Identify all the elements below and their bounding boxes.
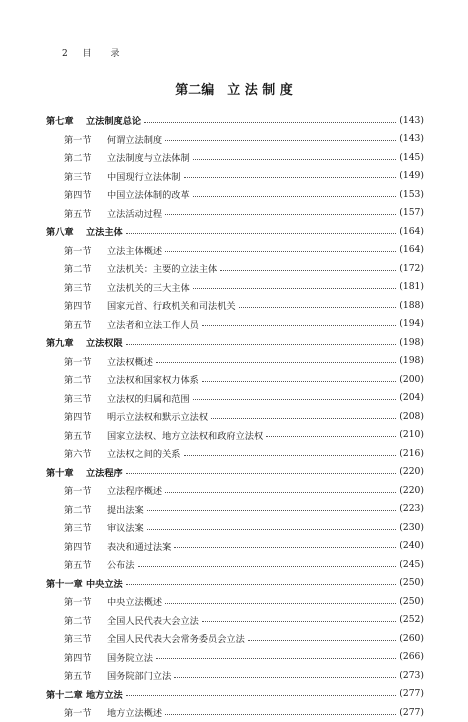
section-title: 审议法案: [107, 523, 144, 535]
dot-leader: [266, 436, 396, 437]
section-number: 第五节: [64, 430, 92, 442]
section-number: 第五节: [64, 671, 92, 683]
dot-leader: [147, 510, 397, 511]
dot-leader: [193, 159, 397, 160]
page-number: (220): [399, 484, 424, 496]
section-title: 国务院部门立法: [107, 671, 172, 683]
toc-section-row: [46, 296, 424, 315]
section-number: 第五节: [64, 319, 92, 331]
toc-section-row: [46, 185, 424, 204]
section-number: 第五节: [64, 560, 92, 572]
section-title: 立法者和立法工作人员: [107, 319, 199, 331]
page-number: (181): [399, 281, 424, 293]
section-number: 第四节: [64, 412, 92, 424]
running-header: [62, 46, 121, 59]
dot-leader: [156, 658, 396, 659]
section-title: 中央立法概述: [107, 597, 163, 609]
page-number: (164): [399, 244, 424, 256]
toc-section-row: [46, 703, 424, 722]
section-title: 提出法案: [107, 504, 144, 516]
toc-chapter-row: [46, 685, 424, 704]
chapter-title: 地方立法: [86, 689, 123, 701]
table-of-contents: [46, 111, 424, 722]
chapter-title: 立法制度总论: [86, 116, 142, 128]
section-title: 立法活动过程: [107, 208, 163, 220]
section-title: 中国立法体制的改革: [107, 190, 190, 202]
page-number: (172): [399, 262, 424, 274]
page-number: (220): [399, 466, 424, 478]
toc-section-row: [46, 481, 424, 500]
section-number: 第二节: [64, 615, 92, 627]
section-title: 国务院立法: [107, 652, 153, 664]
section-number: 第一节: [64, 245, 92, 257]
section-number: 第一节: [64, 708, 92, 720]
dot-leader: [193, 196, 397, 197]
section-title: 立法程序概述: [107, 486, 163, 498]
dot-leader: [126, 695, 397, 696]
toc-section-row: [46, 370, 424, 389]
page-number: (240): [399, 540, 424, 552]
toc-chapter-row: [46, 463, 424, 482]
toc-chapter-row: [46, 111, 424, 130]
section-number: 第三节: [64, 171, 92, 183]
chapter-number: 第九章: [46, 338, 74, 350]
dot-leader: [147, 529, 397, 530]
dot-leader: [165, 492, 396, 493]
toc-section-row: [46, 204, 424, 223]
toc-section-row: [46, 592, 424, 611]
toc-section-row: [46, 500, 424, 519]
dot-leader: [202, 381, 396, 382]
page-number: (252): [399, 614, 424, 626]
header-page-number: 2: [62, 49, 69, 59]
dot-leader: [126, 233, 397, 234]
section-number: 第五节: [64, 208, 92, 220]
page-number: (143): [399, 133, 424, 145]
page-number: (143): [399, 114, 424, 126]
chapter-title: 中央立法: [86, 578, 123, 590]
toc-chapter-row: [46, 333, 424, 352]
section-number: 第二节: [64, 153, 92, 165]
section-number: 第三节: [64, 523, 92, 535]
page-number: (145): [399, 151, 424, 163]
header-title-char-2: 录: [110, 49, 121, 59]
dot-leader: [165, 714, 396, 715]
section-number: 第四节: [64, 190, 92, 202]
dot-leader: [165, 251, 396, 252]
page-number: (273): [399, 669, 424, 681]
toc-section-row: [46, 444, 424, 463]
page-number: (188): [399, 299, 424, 311]
section-title: 立法权的归属和范围: [107, 393, 190, 405]
chapter-number: 第十二章: [46, 689, 83, 701]
section-number: 第一节: [64, 134, 92, 146]
section-title: 全国人民代表大会立法: [107, 615, 199, 627]
toc-section-row: [46, 167, 424, 186]
section-title: 明示立法权和默示立法权: [107, 412, 209, 424]
dot-leader: [126, 344, 397, 345]
chapter-number: 第十一章: [46, 578, 83, 590]
section-number: 第一节: [64, 356, 92, 368]
toc-section-row: [46, 259, 424, 278]
dot-leader: [144, 122, 396, 123]
section-title: 立法权概述: [107, 356, 153, 368]
dot-leader: [193, 399, 397, 400]
dot-leader: [156, 362, 396, 363]
toc-section-row: [46, 407, 424, 426]
section-number: 第二节: [64, 264, 92, 276]
page-number: (223): [399, 503, 424, 515]
section-title: 立法制度与立法体制: [107, 153, 190, 165]
dot-leader: [220, 270, 396, 271]
page-number: (149): [399, 170, 424, 182]
part-title: 第二编 立 法 制 度: [175, 83, 293, 98]
chapter-title: 立法主体: [86, 227, 123, 239]
header-title-char-1: 目: [82, 49, 93, 59]
toc-section-row: [46, 315, 424, 334]
page-number: (260): [399, 632, 424, 644]
page-number: (250): [399, 577, 424, 589]
toc-section-row: [46, 130, 424, 149]
toc-section-row: [46, 537, 424, 556]
dot-leader: [239, 307, 397, 308]
section-number: 第四节: [64, 652, 92, 664]
toc-section-row: [46, 389, 424, 408]
toc-section-row: [46, 352, 424, 371]
section-number: 第四节: [64, 541, 92, 553]
toc-chapter-row: [46, 574, 424, 593]
toc-section-row: [46, 241, 424, 260]
dot-leader: [174, 677, 396, 678]
section-number: 第三节: [64, 634, 92, 646]
page-number: (277): [399, 706, 424, 718]
dot-leader: [193, 288, 397, 289]
page-number: (198): [399, 355, 424, 367]
section-title: 公布法: [107, 560, 135, 572]
toc-section-row: [46, 666, 424, 685]
dot-leader: [248, 640, 396, 641]
dot-leader: [126, 584, 397, 585]
page-number: (230): [399, 521, 424, 533]
page-number: (164): [399, 225, 424, 237]
section-number: 第三节: [64, 282, 92, 294]
toc-section-row: [46, 278, 424, 297]
section-number: 第二节: [64, 504, 92, 516]
page-number: (266): [399, 651, 424, 663]
section-title: 立法权之间的关系: [107, 449, 181, 461]
section-number: 第四节: [64, 301, 92, 313]
toc-section-row: [46, 148, 424, 167]
chapter-number: 第十章: [46, 467, 74, 479]
toc-section-row: [46, 611, 424, 630]
dot-leader: [138, 566, 397, 567]
section-title: 全国人民代表大会常务委员会立法: [107, 634, 245, 646]
page-number: (157): [399, 207, 424, 219]
page-number: (210): [399, 429, 424, 441]
toc-section-row: [46, 426, 424, 445]
dot-leader: [165, 603, 396, 604]
section-title: 国家元首、行政机关和司法机关: [107, 301, 236, 313]
page-number: (153): [399, 188, 424, 200]
chapter-title: 立法程序: [86, 467, 123, 479]
section-title: 立法机关的三大主体: [107, 282, 190, 294]
section-title: 立法机关：主要的立法主体: [107, 264, 218, 276]
dot-leader: [126, 473, 397, 474]
toc-chapter-row: [46, 222, 424, 241]
dot-leader: [184, 177, 397, 178]
section-number: 第一节: [64, 597, 92, 609]
page-number: (277): [399, 688, 424, 700]
page-number: (250): [399, 595, 424, 607]
page-number: (216): [399, 447, 424, 459]
dot-leader: [165, 214, 396, 215]
page-number: (194): [399, 318, 424, 330]
toc-section-row: [46, 648, 424, 667]
section-title: 表决和通过法案: [107, 541, 172, 553]
section-number: 第一节: [64, 486, 92, 498]
section-title: 立法主体概述: [107, 245, 163, 257]
toc-section-row: [46, 518, 424, 537]
page-number: (200): [399, 373, 424, 385]
section-number: 第六节: [64, 449, 92, 461]
section-title: 立法权和国家权力体系: [107, 375, 199, 387]
page-number: (204): [399, 392, 424, 404]
section-title: 地方立法概述: [107, 708, 163, 720]
chapter-number: 第八章: [46, 227, 74, 239]
page-number: (245): [399, 558, 424, 570]
dot-leader: [165, 140, 396, 141]
dot-leader: [211, 418, 396, 419]
chapter-title: 立法权限: [86, 338, 123, 350]
page-number: (198): [399, 336, 424, 348]
section-number: 第二节: [64, 375, 92, 387]
section-number: 第三节: [64, 393, 92, 405]
dot-leader: [184, 455, 397, 456]
dot-leader: [174, 547, 396, 548]
toc-section-row: [46, 555, 424, 574]
dot-leader: [202, 621, 396, 622]
section-title: 中国现行立法体制: [107, 171, 181, 183]
section-title: 国家立法权、地方立法权和政府立法权: [107, 430, 264, 442]
chapter-number: 第七章: [46, 116, 74, 128]
dot-leader: [202, 325, 396, 326]
page-number: (208): [399, 410, 424, 422]
section-title: 何谓立法制度: [107, 134, 163, 146]
toc-section-row: [46, 629, 424, 648]
